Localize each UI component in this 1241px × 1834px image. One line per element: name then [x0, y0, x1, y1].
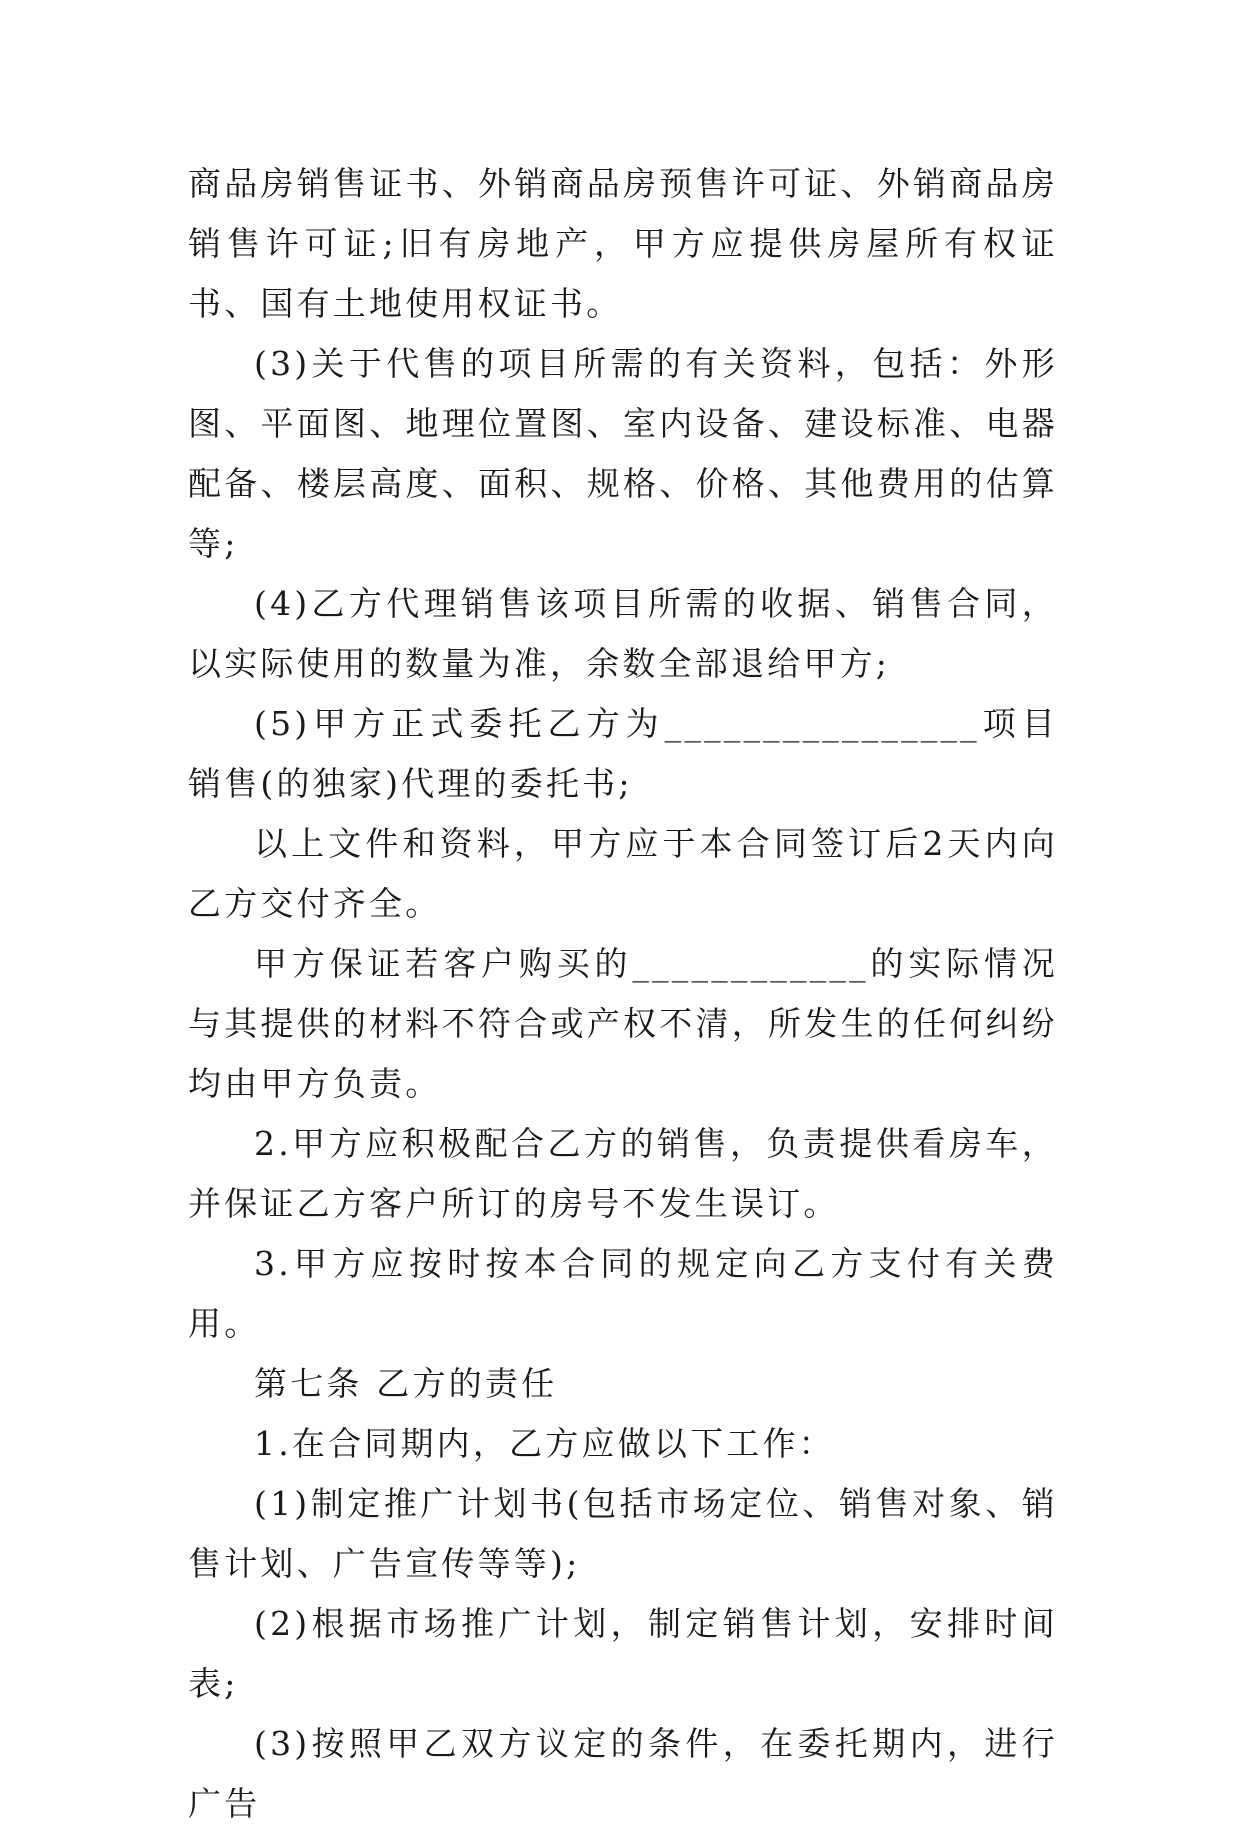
- paragraph-guarantee: 甲方保证若客户购买的____________的实际情况与其提供的材料不符合或产权不清，所发生的任何纠纷均由甲方负责。: [188, 944, 1058, 1103]
- paragraph-subitem-2: (2)根据市场推广计划，制定销售计划，安排时间表;: [188, 1604, 1058, 1703]
- section-heading-article-7: 第七条 乙方的责任: [254, 1364, 558, 1403]
- paragraph-item-5: (5)甲方正式委托乙方为________________项目销售(的独家)代理的委托书;: [188, 704, 1058, 803]
- paragraph-clause-2: 2.甲方应积极配合乙方的销售，负责提供看房车，并保证乙方客户所订的房号不发生误订。: [188, 1124, 1058, 1223]
- document-body: [188, 154, 1058, 1834]
- paragraph-clause-1: 1.在合同期内，乙方应做以下工作：: [254, 1424, 835, 1463]
- paragraph-continuation: 商品房销售证书、外销商品房预售许可证、外销商品房销售许可证;旧有房地产，甲方应提供房屋所有权证书、国有土地使用权证书。: [188, 164, 1058, 323]
- paragraph-subitem-1: (1)制定推广计划书(包括市场定位、销售对象、销售计划、广告宣传等等);: [188, 1484, 1058, 1583]
- paragraph-item-3: (3)关于代售的项目所需的有关资料，包括：外形图、平面图、地理位置图、室内设备、建设标准、电器配备、楼层高度、面积、规格、价格、其他费用的估算等;: [188, 344, 1058, 563]
- paragraph-clause-3: 3.甲方应按时按本合同的规定向乙方支付有关费用。: [188, 1244, 1058, 1343]
- paragraph-subitem-3: (3)按照甲乙双方议定的条件，在委托期内，进行广告: [188, 1724, 1058, 1823]
- paragraph-delivery-deadline: 以上文件和资料，甲方应于本合同签订后2天内向乙方交付齐全。: [188, 824, 1058, 923]
- paragraph-item-4: (4)乙方代理销售该项目所需的收据、销售合同，以实际使用的数量为准，余数全部退给甲方;: [188, 584, 1058, 683]
